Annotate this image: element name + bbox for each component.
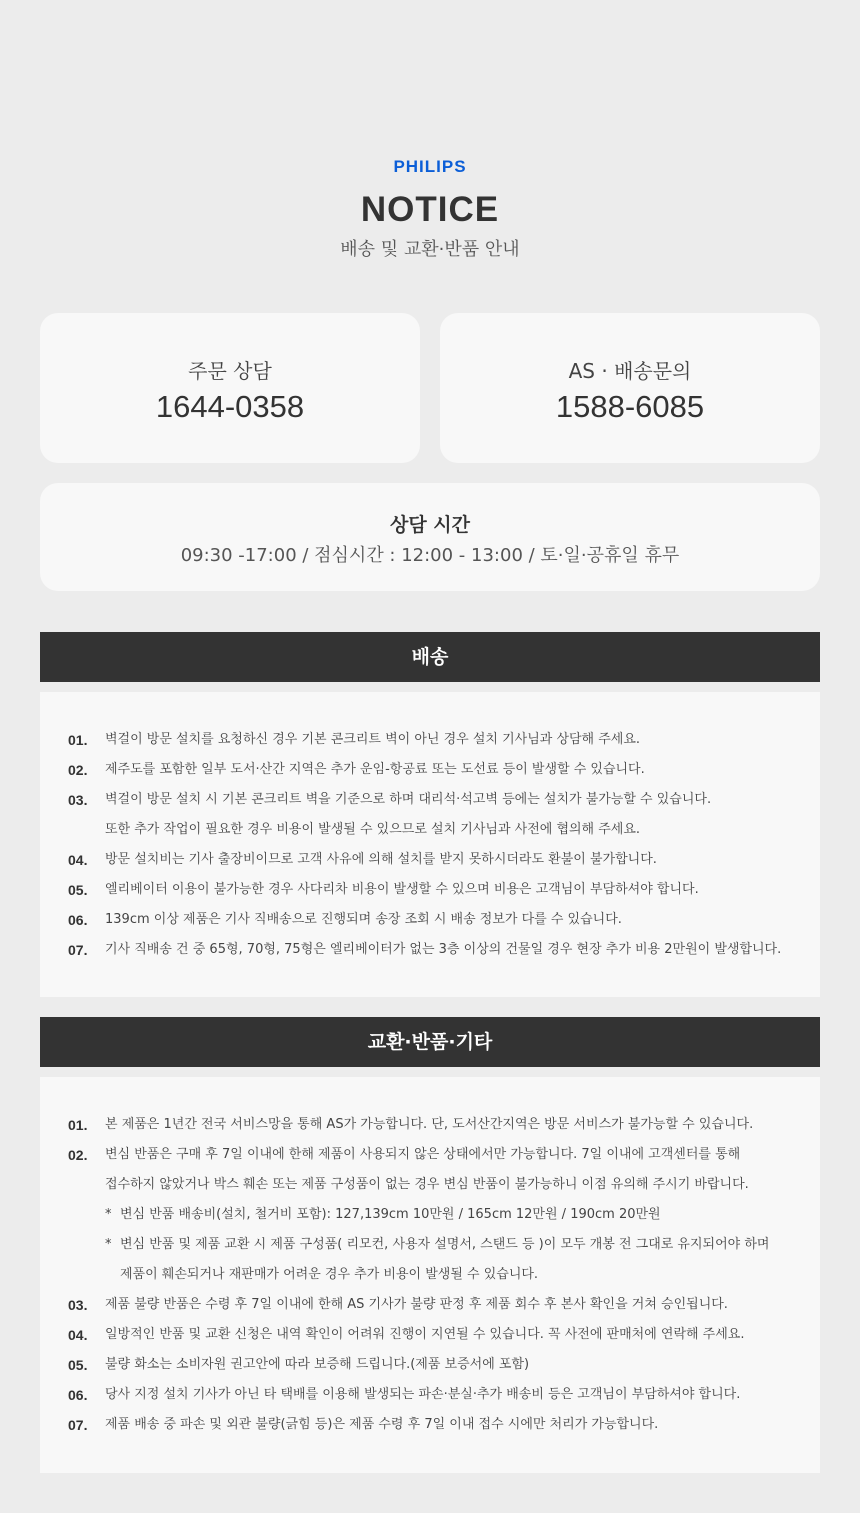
list-item-number: 04. [68,1327,88,1343]
delivery-section-heading: 배송 [40,632,820,682]
as-contact-phone[interactable]: 1588-6085 [555,389,705,424]
list-item-text: 변심 반품 배송비(설치, 철거비 포함): 127,139cm 10만원 / 165cm 12만원 / 190cm 20만원 [120,1207,661,1222]
list-item-text: 벽걸이 방문 설치를 요청하신 경우 기본 콘크리트 벽이 아닌 경우 설치 기사님과 상담해 주세요. [105,732,641,747]
exchange-panel [40,1077,820,1473]
list-item-text: 변심 반품은 구매 후 7일 이내에 한해 제품이 사용되지 않은 상태에서만 가능합니다. 7일 이내에 고객센터를 통해 [105,1147,741,1162]
page-title: NOTICE [360,190,500,229]
list-item-text: 제품 배송 중 파손 및 외관 불량(긁힘 등)은 제품 수령 후 7일 이내 접수 시에만 처리가 가능합니다. [105,1417,659,1432]
list-item-number: 05. [68,1357,88,1373]
list-item-text: 139cm 이상 제품은 기사 직배송으로 진행되며 송장 조회 시 배송 정보가 다를 수 있습니다. [105,912,622,927]
list-item-number: 02. [68,762,88,778]
list-item-text: 일방적인 반품 및 교환 신청은 내역 확인이 어려워 진행이 지연될 수 있습니다. 꼭 사전에 판매처에 연락해 주세요. [105,1327,745,1342]
order-contact-phone[interactable]: 1644-0358 [155,389,305,424]
list-item-number: 05. [68,882,88,898]
delivery-panel [40,692,820,997]
list-item-text: 제품 불량 반품은 수령 후 7일 이내에 한해 AS 기사가 불량 판정 후 제품 회수 후 본사 확인을 거쳐 승인됩니다. [105,1297,728,1312]
list-item-number: 01. [68,1117,88,1133]
as-contact-label: AS · 배송문의 [568,359,692,383]
list-item-text: 엘리베이터 이용이 불가능한 경우 사다리차 비용이 발생할 수 있으며 비용은 고객님이 부담하셔야 합니다. [105,882,699,897]
list-item-bullet: * [105,1237,112,1252]
consult-hours-text: 09:30 -17:00 / 점심시간 : 12:00 - 13:00 / 토·일·공휴일 휴무 [180,545,680,566]
list-item-number: 01. [68,732,88,748]
list-item-text: 제주도를 포함한 일부 도서·산간 지역은 추가 운임-항공료 또는 도선료 등이 발생할 수 있습니다. [105,762,645,777]
list-item-number: 07. [68,942,88,958]
order-contact-label: 주문 상담 [188,359,272,383]
brand-logo: PHILIPS [393,157,467,176]
list-item-number: 02. [68,1147,88,1163]
consult-hours-card [40,483,820,591]
list-item-text: 본 제품은 1년간 전국 서비스망을 통해 AS가 가능합니다. 단, 도서산간지역은 방문 서비스가 불가능할 수 있습니다. [105,1117,754,1132]
list-item-number: 06. [68,912,88,928]
list-item-number: 07. [68,1417,88,1433]
consult-hours-title: 상담 시간 [389,514,471,536]
exchange-section-heading: 교환·반품·기타 [40,1017,820,1067]
list-item-text: 당사 지정 설치 기사가 아닌 타 택배를 이용해 발생되는 파손·분실·추가 배송비 등은 고객님이 부담하셔야 합니다. [105,1387,741,1402]
list-item-text: 불량 화소는 소비자원 권고안에 따라 보증해 드립니다.(제품 보증서에 포함) [105,1357,530,1372]
list-item-text: 기사 직배송 건 중 65형, 70형, 75형은 엘리베이터가 없는 3층 이상의 건물일 경우 현장 추가 비용 2만원이 발생합니다. [105,942,782,957]
list-item-text: 방문 설치비는 기사 출장비이므로 고객 사유에 의해 설치를 받지 못하시더라도 환불이 불가합니다. [105,852,657,867]
list-item-text: 제품이 훼손되거나 재판매가 어려운 경우 추가 비용이 발생될 수 있습니다. [120,1267,539,1282]
list-item-number: 06. [68,1387,88,1403]
list-item-number: 04. [68,852,88,868]
list-item-text: 접수하지 않았거나 박스 훼손 또는 제품 구성품이 없는 경우 변심 반품이 불가능하니 이점 유의해 주시기 바랍니다. [105,1177,749,1192]
list-item-text: 변심 반품 및 제품 교환 시 제품 구성품( 리모컨, 사용자 설명서, 스탠드 등 )이 모두 개봉 전 그대로 유지되어야 하며 [120,1237,770,1252]
order-contact-card [40,313,420,463]
list-item-number: 03. [68,792,88,808]
list-item-bullet: * [105,1207,112,1222]
list-item-text: 또한 추가 작업이 필요한 경우 비용이 발생될 수 있으므로 설치 기사님과 사전에 협의해 주세요. [105,822,641,837]
page-subtitle: 배송 및 교환·반품 안내 [340,239,520,260]
list-item-number: 03. [68,1297,88,1313]
as-contact-card [440,313,820,463]
list-item-text: 벽걸이 방문 설치 시 기본 콘크리트 벽을 기준으로 하며 대리석·석고벽 등에는 설치가 불가능할 수 있습니다. [105,792,712,807]
